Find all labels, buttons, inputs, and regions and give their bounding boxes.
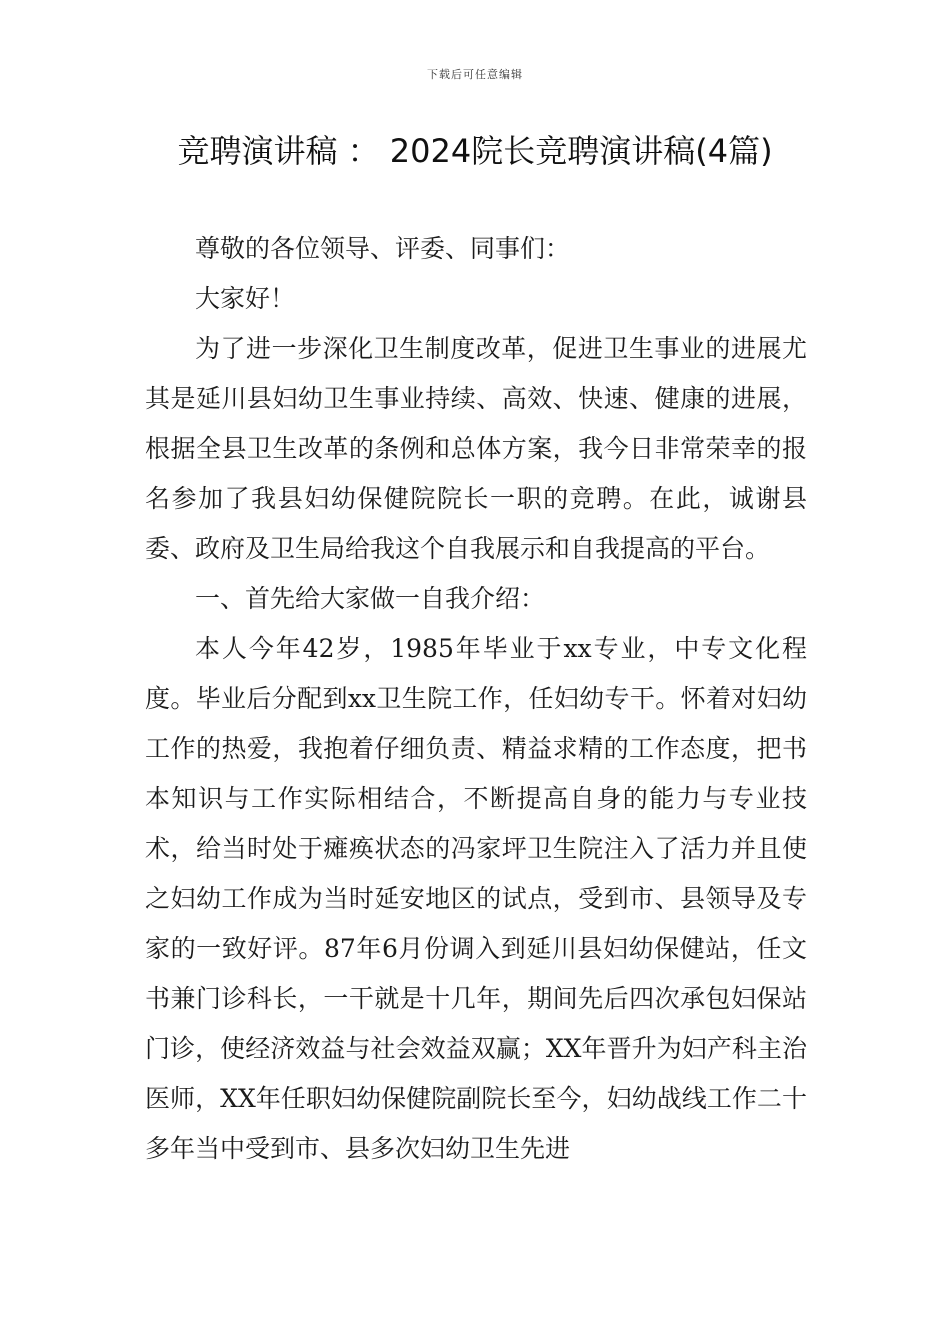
salutation-paragraph: 尊敬的各位领导、评委、同事们：: [195, 234, 571, 263]
section-heading-paragraph: 一、首先给大家做一自我介绍：: [195, 584, 546, 613]
self-introduction-paragraph: 本人今年42岁，1985年毕业于xx专业，中专文化程度。毕业后分配到xx卫生院工作，任妇幼专干。怀着对妇幼工作的热爱，我抱着仔细负责、精益求精的工作态度，把书本知识与工作实际相结合，不断提高自身的能力与专业技术，给当时处于瘫痪状态的冯家坪卫生院注入了活力并且使之妇幼工作成为当时延安地区的试点，受到市、县领导及专家的一致好评。87年6月份调入到延川县妇幼保健站，任文书兼门诊科长，一干就是十几年，期间先后四次承包妇保站门诊，使经济效益与社会效益双赢；XX年晋升为妇产科主治医师，XX年任职妇幼保健院副院长至今，妇幼战线工作二十多年当中受到市、县多次妇幼卫生先进: [145, 634, 807, 1163]
document-body: [145, 224, 807, 1174]
greeting-paragraph: 大家好！: [195, 284, 296, 313]
intro-paragraph: 为了进一步深化卫生制度改革，促进卫生事业的进展尤其是延川县妇幼卫生事业持续、高效、快速、健康的进展，根据全县卫生改革的条例和总体方案，我今日非常荣幸的报名参加了我县妇幼保健院院长一职的竞聘。在此，诚谢县委、政府及卫生局给我这个自我展示和自我提高的平台。: [145, 334, 807, 563]
document-title: 竞聘演讲稿 ： 2024院长竞聘演讲稿(4篇): [177, 132, 773, 170]
header-note: 下载后可任意编辑: [427, 68, 523, 81]
